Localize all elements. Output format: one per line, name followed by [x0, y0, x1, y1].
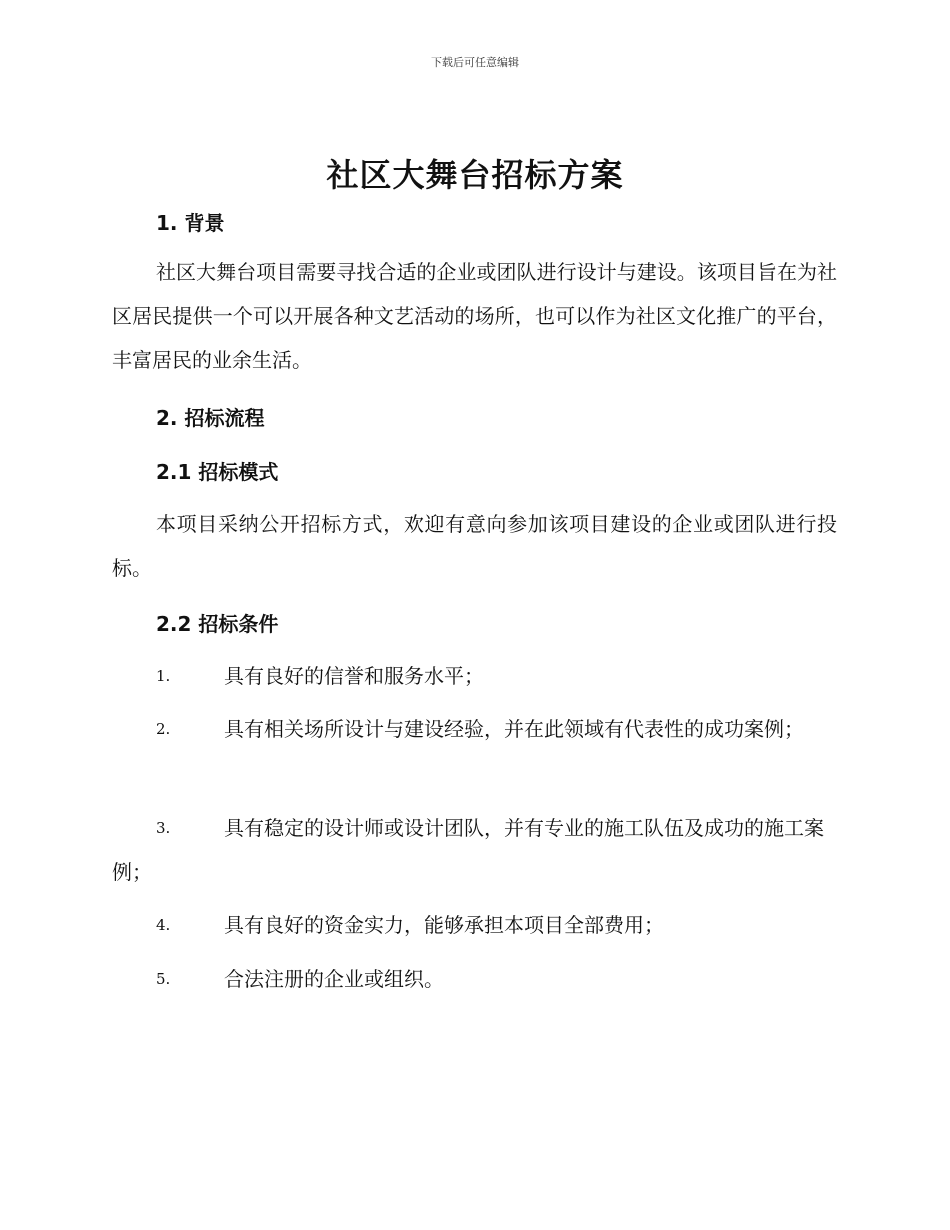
section-2-2-heading: 2.2 招标条件: [156, 612, 279, 636]
list-item-text: 具有相关场所设计与建设经验，并在此领域有代表性的成功案例；: [224, 717, 804, 741]
section-1-paragraph: 社区大舞台项目需要寻找合适的企业或团队进行设计与建设。该项目旨在为社区居民提供一个可以开展各种文艺活动的场所，也可以作为社区文化推广的平台，丰富居民的业余生活。: [112, 260, 837, 372]
list-item-text: 具有稳定的设计师或设计团队，并有专业的施工队伍及成功的施工案例；: [112, 816, 824, 884]
list-item-number: 2.: [156, 720, 171, 738]
list-item: [112, 654, 837, 698]
list-item: [112, 957, 837, 1001]
list-item-text: 具有良好的资金实力，能够承担本项目全部费用；: [224, 913, 664, 937]
list-item-text: 具有良好的信誉和服务水平；: [224, 664, 484, 688]
section-2-1-paragraph: 本项目采纳公开招标方式，欢迎有意向参加该项目建设的企业或团队进行投标。: [112, 512, 837, 580]
list-item-text: 合法注册的企业或组织。: [224, 967, 444, 991]
section-2-heading: 2. 招标流程: [156, 406, 265, 430]
list-item-number: 1.: [156, 667, 171, 685]
section-2-1-heading: 2.1 招标模式: [156, 460, 279, 484]
section-1-heading: 1. 背景: [156, 211, 225, 235]
list-item: [112, 903, 837, 947]
list-item: [112, 707, 837, 751]
page-header-note: 下载后可任意编辑: [431, 56, 519, 69]
list-item-number: 3.: [156, 819, 171, 837]
document-title: 社区大舞台招标方案: [326, 156, 624, 194]
list-item: [112, 806, 837, 894]
list-item-number: 4.: [156, 916, 171, 934]
list-item-number: 5.: [156, 970, 171, 988]
